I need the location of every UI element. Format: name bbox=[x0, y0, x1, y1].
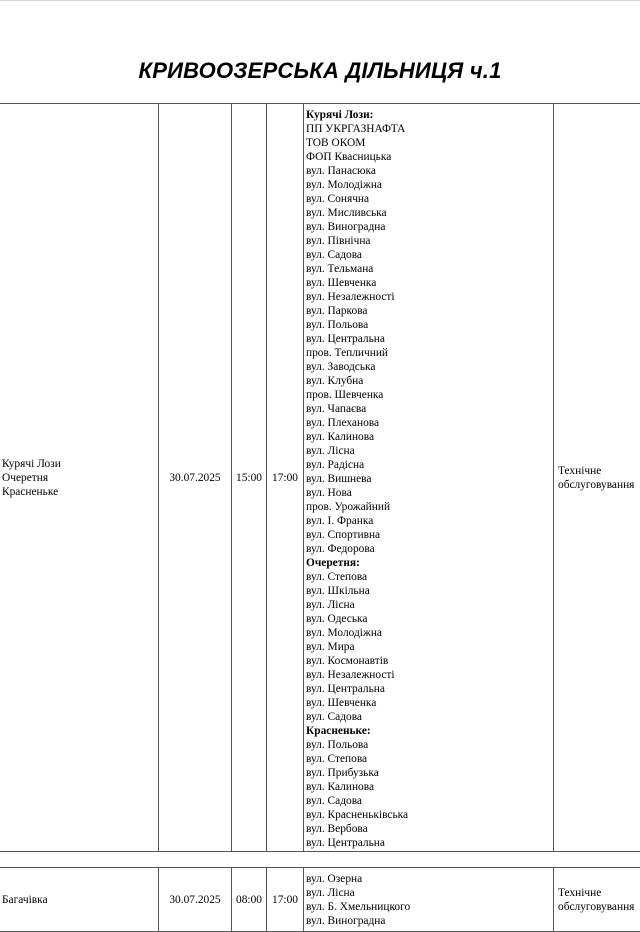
street-item: вул. Красненьківська bbox=[306, 809, 409, 821]
street-item: вул. І. Франка bbox=[306, 515, 374, 527]
street-item: вул. Спортивна bbox=[306, 529, 381, 541]
street-item: вул. Плеханова bbox=[306, 417, 380, 429]
street-item: вул. Центральна bbox=[306, 333, 385, 345]
street-item: вул. Садова bbox=[306, 249, 362, 261]
streets-cell bbox=[304, 104, 554, 852]
date-cell: 30.07.2025 bbox=[159, 868, 232, 932]
street-item: вул. Центральна bbox=[306, 837, 385, 849]
street-item: вул. Молодіжна bbox=[306, 627, 382, 639]
reason-cell bbox=[554, 868, 640, 932]
street-item: вул. Садова bbox=[306, 795, 362, 807]
street-item: вул. Нова bbox=[306, 487, 352, 499]
time-from-cell: 15:00 bbox=[232, 104, 267, 852]
table-row bbox=[0, 104, 640, 852]
reason-text: обслуговування bbox=[558, 478, 635, 491]
street-item: вул. Б. Хмельницкого bbox=[306, 901, 411, 913]
time-to-cell: 17:00 bbox=[267, 868, 304, 932]
locations-cell bbox=[0, 868, 159, 932]
settlement-heading: Очеретня: bbox=[306, 557, 360, 569]
street-item: вул. Лісна bbox=[306, 887, 355, 899]
street-item: вул. Радісна bbox=[306, 459, 365, 471]
street-item: вул. Прибузька bbox=[306, 767, 379, 779]
page-break-gap bbox=[0, 852, 640, 866]
reason-text: Технічне bbox=[558, 464, 602, 477]
street-item: вул. Північна bbox=[306, 235, 371, 247]
street-item: вул. Шкільна bbox=[306, 585, 370, 597]
street-item: вул. Сонячна bbox=[306, 193, 370, 205]
street-item: вул. Лісна bbox=[306, 599, 355, 611]
street-item: вул. Заводська bbox=[306, 361, 376, 373]
reason-cell bbox=[554, 104, 640, 852]
street-item: вул. Виноградна bbox=[306, 915, 386, 927]
street-item: вул. Виноградна bbox=[306, 221, 386, 233]
street-item: вул. Мисливська bbox=[306, 207, 387, 219]
street-item: вул. Молодіжна bbox=[306, 179, 382, 191]
street-item: вул. Космонавтів bbox=[306, 655, 389, 667]
time-to-cell: 17:00 bbox=[267, 104, 304, 852]
table-row bbox=[0, 868, 640, 932]
settlement-heading: Красненьке: bbox=[306, 725, 371, 737]
street-item: ФОП Квасницька bbox=[306, 151, 392, 163]
street-item: ТОВ ОКОМ bbox=[306, 137, 366, 149]
location-name: Багачівка bbox=[2, 893, 48, 906]
street-item: вул. Федорова bbox=[306, 543, 375, 555]
locations-cell bbox=[0, 104, 159, 852]
top-divider bbox=[0, 0, 640, 1]
street-item: вул. Калинова bbox=[306, 431, 375, 443]
street-item: вул. Степова bbox=[306, 753, 368, 765]
street-item: вул. Польова bbox=[306, 739, 369, 751]
location-name: Очеретня bbox=[2, 471, 49, 484]
street-item: вул. Панасюка bbox=[306, 165, 376, 177]
street-item: вул. Вишнева bbox=[306, 473, 372, 485]
street-item: вул. Шевченка bbox=[306, 277, 377, 289]
streets-cell bbox=[304, 868, 554, 932]
street-item: вул. Паркова bbox=[306, 305, 368, 317]
outage-table-part-1 bbox=[0, 103, 640, 852]
page-title: КРИВООЗЕРСЬКА ДІЛЬНИЦЯ ч.1 bbox=[138, 58, 502, 83]
street-item: вул. Незалежності bbox=[306, 669, 395, 681]
street-item: вул. Центральна bbox=[306, 683, 385, 695]
settlement-heading: Курячі Лози: bbox=[306, 109, 374, 121]
street-item: вул. Чапаєва bbox=[306, 403, 367, 415]
street-item: вул. Незалежності bbox=[306, 291, 395, 303]
date-cell: 30.07.2025 bbox=[159, 104, 232, 852]
time-from-cell: 08:00 bbox=[232, 868, 267, 932]
street-item: вул. Озерна bbox=[306, 873, 363, 885]
street-item: вул. Клубна bbox=[306, 375, 364, 387]
street-item: вул. Мира bbox=[306, 641, 355, 653]
street-item: вул. Садова bbox=[306, 711, 362, 723]
reason-text: Технічне bbox=[558, 886, 602, 899]
location-name: Красненьке bbox=[2, 485, 59, 498]
reason-text: обслуговування bbox=[558, 900, 635, 913]
location-name: Курячі Лози bbox=[2, 457, 61, 470]
street-item: вул. Вербова bbox=[306, 823, 368, 835]
street-item: вул. Лісна bbox=[306, 445, 355, 457]
street-item: вул. Тельмана bbox=[306, 263, 374, 275]
street-item: пров. Шевченка bbox=[306, 389, 384, 401]
street-item: вул. Калинова bbox=[306, 781, 375, 793]
street-item: вул. Польова bbox=[306, 319, 369, 331]
street-item: ПП УКРГАЗНАФТА bbox=[306, 123, 406, 135]
outage-table-part-2 bbox=[0, 867, 640, 932]
street-item: вул. Степова bbox=[306, 571, 368, 583]
street-item: пров. Урожайний bbox=[306, 501, 391, 513]
street-item: вул. Шевченка bbox=[306, 697, 377, 709]
street-item: вул. Одеська bbox=[306, 613, 368, 625]
street-item: пров. Тепличний bbox=[306, 347, 389, 359]
